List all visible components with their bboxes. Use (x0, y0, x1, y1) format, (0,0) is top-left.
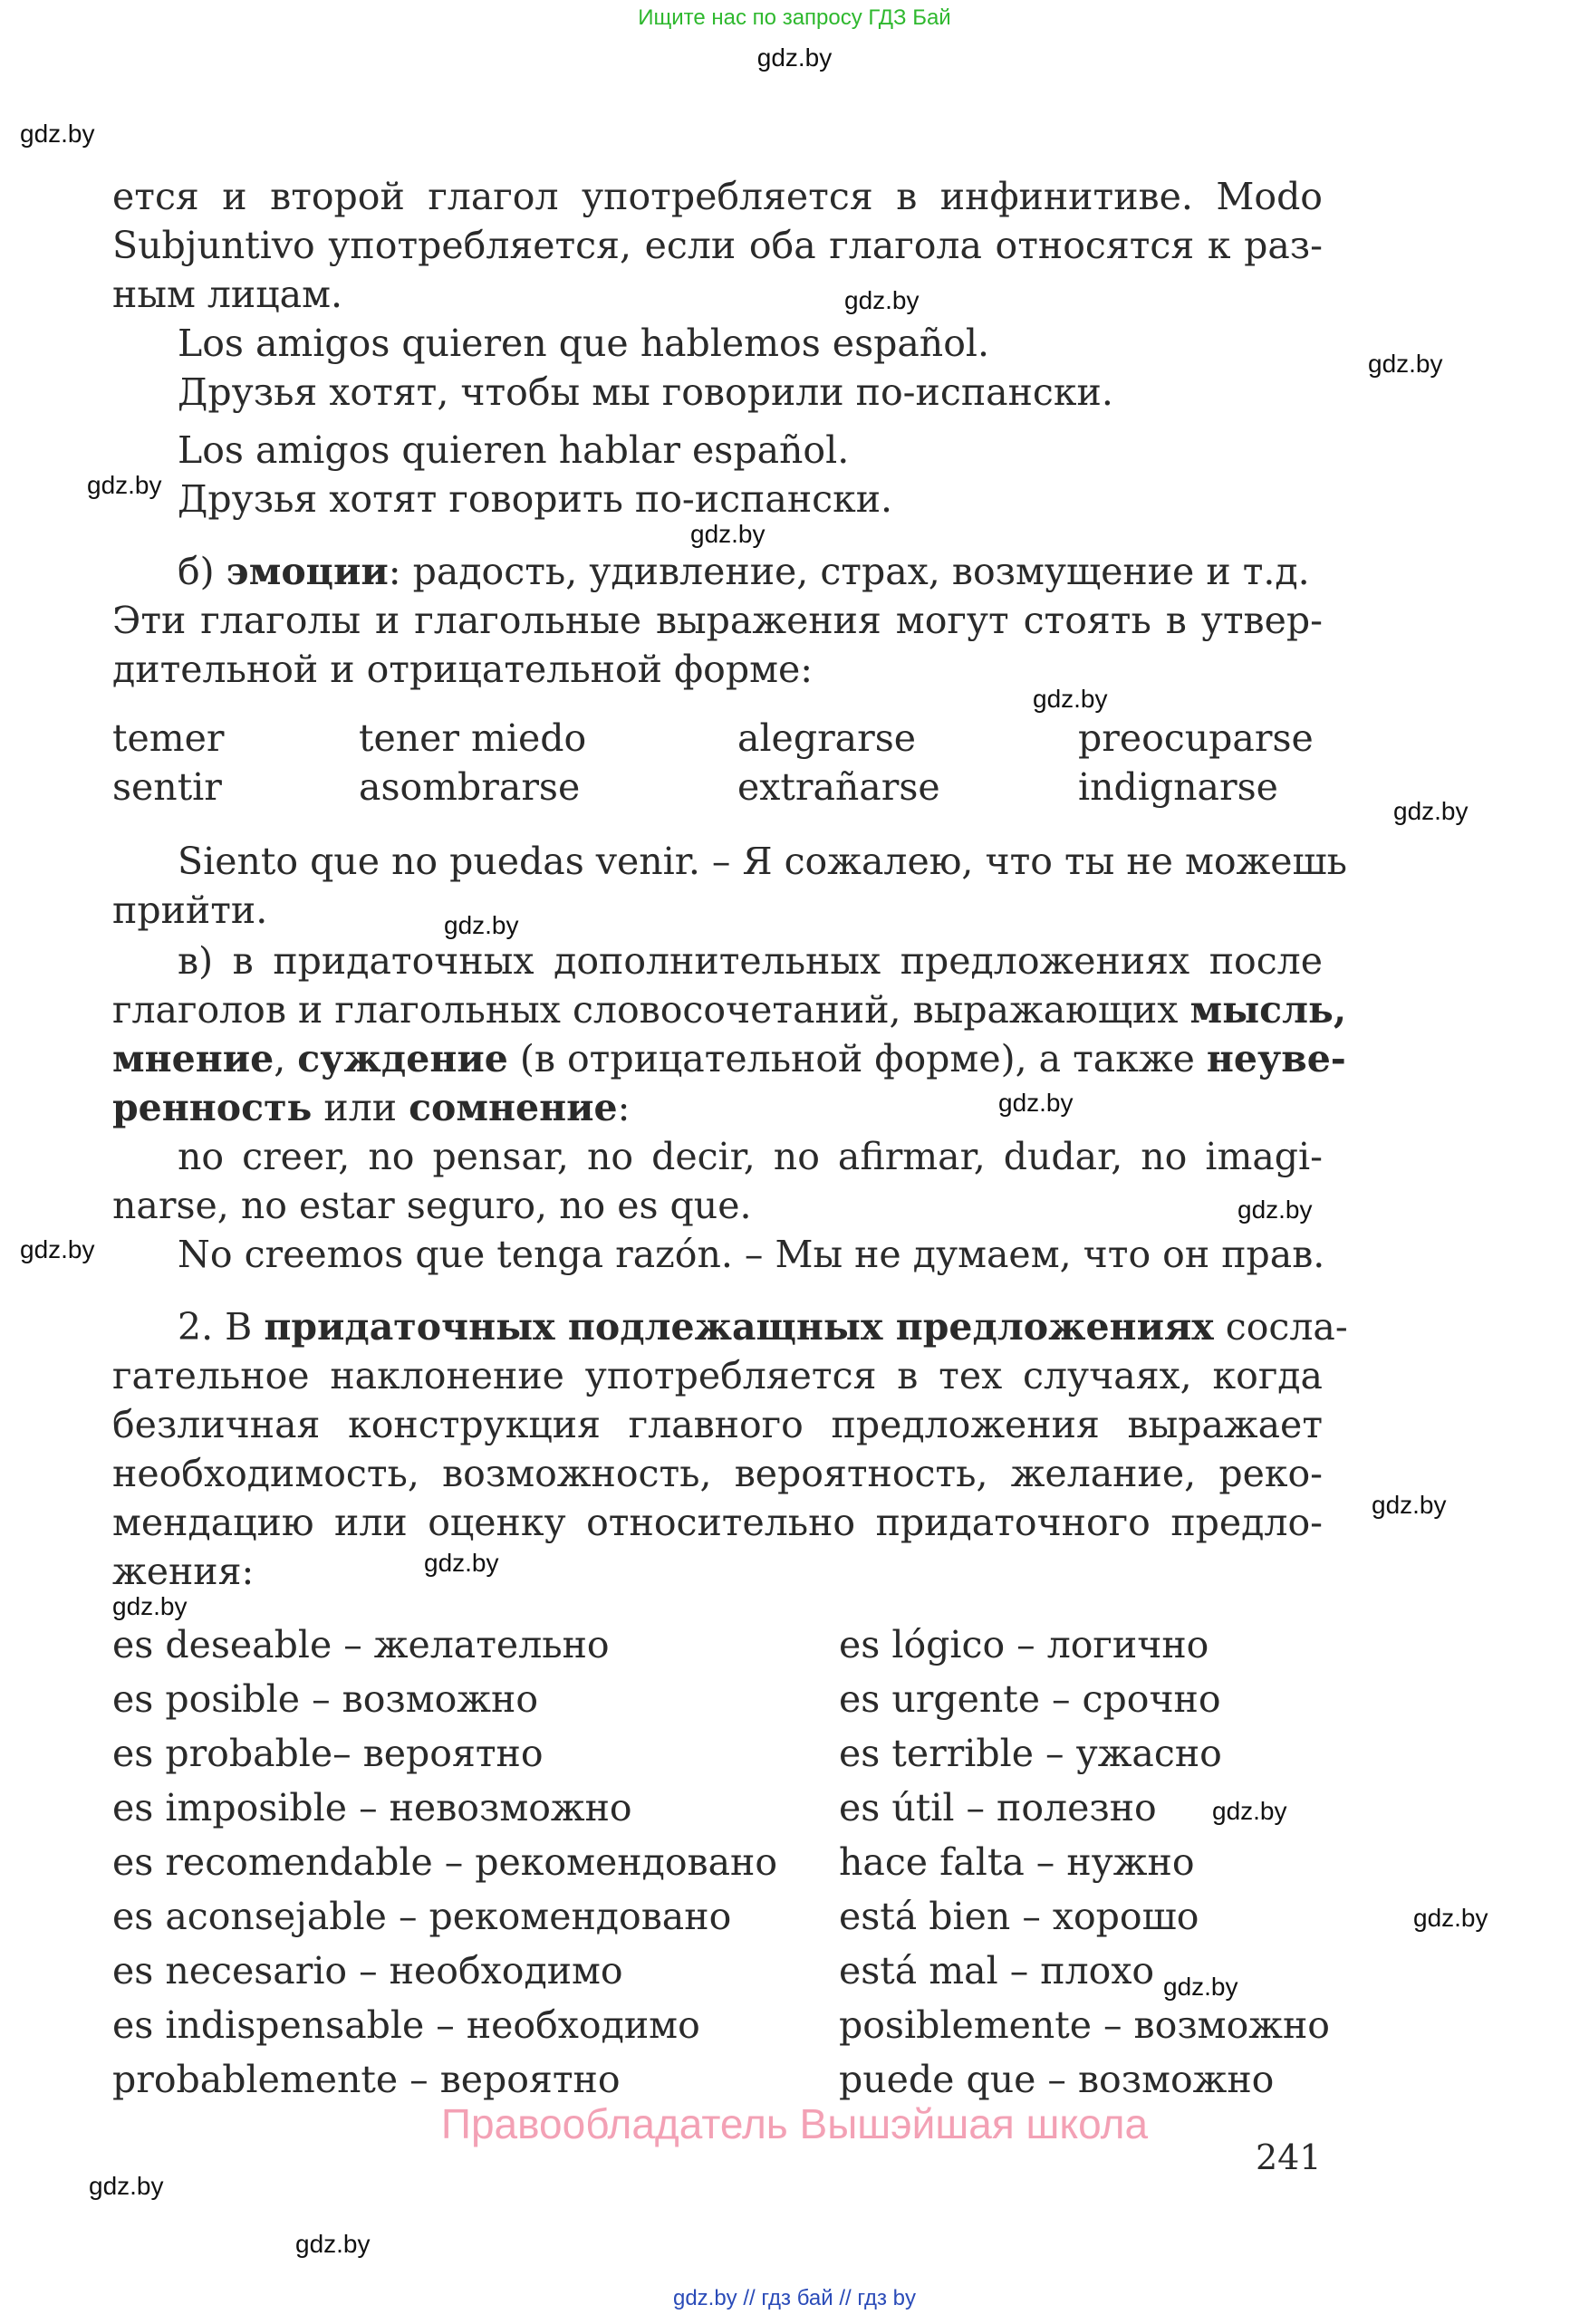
text-line (178, 1302, 1348, 1351)
text-fragment: сосла- (1213, 1305, 1348, 1349)
expression-item: es posible – возможно (112, 1677, 539, 1721)
watermark: gdz.by (998, 1089, 1074, 1117)
text-fragment: 2. В (178, 1305, 265, 1349)
expression-item: probablemente – вероятно (112, 2058, 621, 2101)
top-banner: Ищите нас по запросу ГДЗ Бай (638, 5, 951, 30)
watermark: gdz.by (690, 520, 766, 548)
text-line: Subjuntivo употребляется, если оба глагола относятся к раз- (112, 224, 1323, 267)
term-opinion: мнение (112, 1037, 274, 1080)
text-line: безличная конструкция главного предложения выражает (112, 1403, 1323, 1446)
text-line: гательное наклонение употребляется в тех случаях, когда (112, 1354, 1323, 1397)
expression-item: hace falta – нужно (839, 1840, 1195, 1884)
text-fragment: : (617, 1086, 631, 1129)
term-thought: мысль, (1189, 988, 1347, 1032)
text-line: дительной и отрицательной форме: (112, 648, 814, 691)
expression-item: posiblemente – возможно (839, 2003, 1330, 2047)
text-fragment: : радость, удивление, страх, возмущение и т.д. (388, 550, 1310, 593)
example-line: Siento que no puedas venir. – Я сожалею, что ты не можешь (178, 840, 1347, 883)
expression-item: es necesario – необходимо (112, 1949, 623, 1993)
text-line (112, 1034, 1346, 1083)
verbs-grid (112, 714, 1323, 813)
expression-item: es urgente – срочно (839, 1677, 1221, 1721)
example-line: No creemos que tenga razón. – Мы не думаем, что он прав. (178, 1233, 1325, 1276)
term-subject-clauses: придаточных подлежащных предложениях (264, 1305, 1214, 1349)
term-judgement: суждение (297, 1037, 508, 1080)
verb-cell: preocuparse (1078, 716, 1314, 760)
verb-cell: extrañarse (737, 765, 940, 809)
text-fragment: , (274, 1037, 298, 1080)
text-line: Эти глаголы и глагольные выражения могут стоять в утвер- (112, 599, 1323, 642)
watermark: gdz.by (424, 1549, 499, 1577)
text-fragment: (в отрицательной форме), а также (507, 1037, 1207, 1080)
expressions-list (112, 1618, 1330, 2125)
expression-item: es deseable – желательно (112, 1623, 610, 1666)
verb-cell: indignarse (1078, 765, 1278, 809)
expression-item: es lógico – логично (839, 1623, 1209, 1666)
example-line: прийти. (112, 888, 268, 932)
text-line: мендацию или оценку относительно придаточного предло- (112, 1501, 1323, 1544)
list-marker: б) (178, 550, 215, 593)
watermark: gdz.by (112, 1592, 188, 1620)
expression-item: es recomendable – рекомендовано (112, 1840, 778, 1884)
expression-item: es indispensable – необходимо (112, 2003, 700, 2047)
watermark: gdz.by (295, 2230, 371, 2258)
text-line: в) в придаточных дополнительных предложениях после (178, 939, 1323, 983)
text-line: ным лицам. (112, 273, 342, 316)
text-line (112, 1083, 630, 1132)
watermark: gdz.by (1163, 1973, 1238, 2001)
footer-links[interactable]: gdz.by // гдз бай // гдз by (672, 2286, 917, 2310)
verb-cell: alegrarse (737, 716, 917, 760)
example-line: Друзья хотят говорить по-испански. (178, 477, 893, 521)
expression-item: es terrible – ужасно (839, 1732, 1222, 1775)
text-fragment: глаголов и глагольных словосочетаний, выражающих (112, 988, 1190, 1032)
verb-cell: tener miedo (359, 716, 587, 760)
verb-cell: sentir (112, 765, 222, 809)
term-emotions: эмоции (226, 550, 389, 593)
watermark: gdz.by (444, 911, 519, 939)
text-line: жения: (112, 1550, 255, 1593)
watermark: gdz.by (87, 471, 162, 499)
text-line: необходимость, возможность, вероятность, желание, реко- (112, 1452, 1323, 1495)
text-line (112, 985, 1347, 1034)
example-line: Los amigos quieren hablar español. (178, 428, 850, 472)
text-line: ется и второй глагол употребляется в инфинитиве. Modo (112, 175, 1323, 218)
watermark: gdz.by (1033, 685, 1108, 713)
watermark: gdz.by (89, 2172, 164, 2200)
watermark: gdz.by (20, 1235, 95, 1263)
expression-item: es útil – полезно (839, 1786, 1157, 1829)
verb-cell: asombrarse (359, 765, 581, 809)
term-doubt: сомнение (409, 1086, 618, 1129)
watermark: gdz.by (1368, 350, 1443, 378)
text-line (178, 547, 1310, 596)
example-line: narse, no estar seguro, no es que. (112, 1184, 752, 1227)
site-name: gdz.by (756, 43, 833, 72)
page-number: 241 (1256, 2137, 1322, 2177)
term-uncertainty-start: неуве- (1206, 1037, 1346, 1080)
watermark: gdz.by (1413, 1904, 1488, 1932)
term-uncertainty-end: ренность (112, 1086, 313, 1129)
watermark: gdz.by (1237, 1196, 1313, 1224)
watermark: gdz.by (1372, 1491, 1447, 1519)
example-line: Los amigos quieren que hablemos español. (178, 322, 990, 365)
expression-item: está bien – хорошо (839, 1895, 1199, 1938)
watermark: gdz.by (844, 286, 920, 314)
copyright-notice: Правообладатель Вышэйшая школа (440, 2100, 1149, 2147)
example-line: Друзья хотят, чтобы мы говорили по-испански. (178, 370, 1113, 414)
verb-cell: temer (112, 716, 225, 760)
expression-item: está mal – плохо (839, 1949, 1155, 1993)
expression-item: es probable– вероятно (112, 1732, 544, 1775)
example-line: no creer, no pensar, no decir, no afirmar, dudar, no imagi- (178, 1135, 1323, 1178)
expression-item: es aconsejable – рекомендовано (112, 1895, 732, 1938)
expression-item: es imposible – невозможно (112, 1786, 632, 1829)
text-fragment: или (312, 1086, 409, 1129)
watermark: gdz.by (1212, 1797, 1287, 1825)
watermark: gdz.by (20, 120, 95, 148)
expression-item: puede que – возможно (839, 2058, 1275, 2101)
watermark: gdz.by (1393, 797, 1469, 825)
